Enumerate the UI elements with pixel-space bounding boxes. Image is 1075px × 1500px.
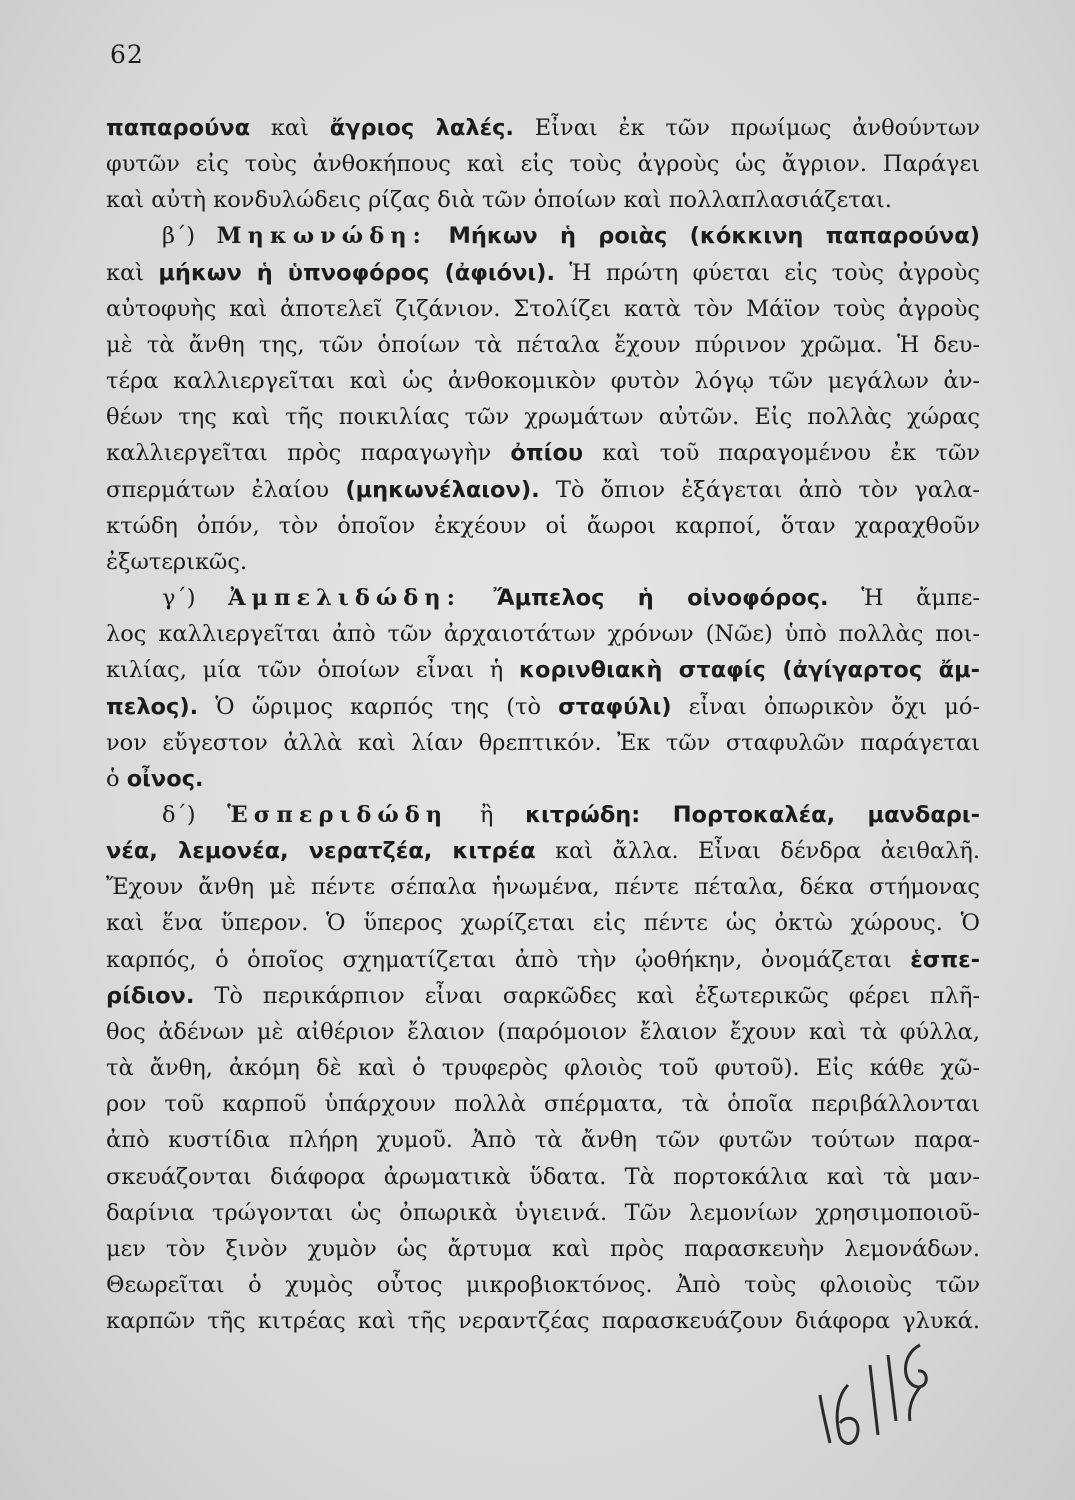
bold-term: ἑσπε- bbox=[910, 946, 980, 973]
text-span: θέων της καὶ τῆς ποικιλίας τῶν χρωμάτων αὐτῶν. Εἰς πολλὰς χώρας bbox=[106, 404, 980, 431]
text-span: Θεωρεῖται ὁ χυμὸς οὗτος μικροβιοκτόνος. Ἀπὸ τοὺς φλοιοὺς τῶν bbox=[106, 1272, 980, 1298]
text-span: εἶναι ὀπωρικὸν ὄχι μό- bbox=[671, 693, 980, 720]
text-span: δ΄) bbox=[162, 801, 228, 828]
text-line bbox=[106, 1195, 980, 1231]
bold-term: παπαρούνα bbox=[106, 115, 251, 141]
text-line bbox=[106, 725, 980, 761]
text-line bbox=[106, 1231, 980, 1267]
text-line bbox=[106, 797, 980, 833]
text-span: Τὸ ὄπιον ἐξάγεται ἀπὸ τὸν γαλα- bbox=[539, 476, 980, 503]
text-line bbox=[106, 544, 980, 580]
text-line bbox=[106, 1267, 980, 1303]
text-span: καὶ bbox=[106, 259, 159, 286]
text-span: τέρα καλλιεργεῖται καὶ ὡς ἀνθοκομικὸν φυτὸν λόγῳ τῶν μεγάλων ἀν- bbox=[106, 368, 980, 395]
text-span: Εἶναι ἐκ τῶν πρωίμως ἀνθούντων bbox=[513, 115, 980, 141]
text-span: καὶ ἕνα ὕπερον. Ὁ ὕπερος χωρίζεται εἰς πέντε ὡς ὀκτὼ χώρους. Ὁ bbox=[106, 910, 980, 937]
text-span: δαρίνια τρώγονται ὡς ὀπωρικὰ ὑγιεινά. Τῶν λεμονίων χρησιμοποιοῦ- bbox=[106, 1199, 980, 1226]
text-span: γ΄) bbox=[162, 585, 229, 612]
text-span: ἀπὸ κυστίδια πλήρη χυμοῦ. Ἀπὸ τὰ ἄνθη τῶν φυτῶν τούτων παρα- bbox=[106, 1127, 980, 1154]
spaced-heading: Μηκωνώδη: bbox=[216, 223, 427, 250]
text-line bbox=[106, 472, 980, 508]
spaced-heading: Ἑσπεριδώδη bbox=[227, 801, 449, 828]
text-line bbox=[106, 1014, 980, 1050]
text-line bbox=[106, 942, 980, 978]
text-line bbox=[106, 1159, 980, 1195]
text-line bbox=[106, 869, 980, 905]
text-span bbox=[427, 223, 449, 249]
text-span: ἢ bbox=[448, 801, 526, 828]
text-span: τὰ ἄνθη, ἀκόμη δὲ καὶ ὁ τρυφερὸς φλοιὸς τοῦ φυτοῦ). Εἰς κάθε χῶ- bbox=[106, 1055, 980, 1082]
text-line bbox=[106, 905, 980, 941]
text-span: καὶ ἄλλα. Εἶναι δένδρα ἀειθαλῆ. bbox=[535, 838, 980, 865]
bold-term: νέα, λεμονέα, νερατζέα, κιτρέα bbox=[106, 838, 536, 865]
text-line bbox=[106, 363, 980, 399]
text-line bbox=[106, 291, 980, 327]
text-span: νον εὔγεστον ἀλλὰ καὶ λίαν θρεπτικόν. Ἐκ τῶν σταφυλῶν παράγεται bbox=[106, 729, 980, 756]
spaced-heading: Ἀμπελιδώδη: bbox=[228, 585, 461, 612]
text-line bbox=[106, 978, 980, 1014]
text-span: καρπός, ὁ ὁποῖος σχηματίζεται ἀπὸ τὴν ᾠοθήκην, ὀνομάζεται bbox=[106, 946, 911, 973]
text-line bbox=[106, 255, 980, 291]
text-line bbox=[106, 1122, 980, 1158]
bold-term: Ἄμπελος ἡ οἰνοφόρος. bbox=[493, 585, 829, 612]
bold-term: (μηκωνέλαιον). bbox=[345, 476, 540, 503]
text-line bbox=[106, 833, 980, 869]
bold-term: οἶνος. bbox=[126, 765, 204, 792]
text-line bbox=[106, 616, 980, 652]
text-span: β΄) bbox=[162, 223, 217, 250]
text-span: θος ἀδένων μὲ αἰθέριον ἔλαιον (παρόμοιον ἔλαιον ἔχουν καὶ τὰ φύλλα, bbox=[106, 1018, 980, 1045]
text-span: κιλίας, μία τῶν ὁποίων εἶναι ἡ bbox=[106, 657, 520, 684]
body-text bbox=[106, 110, 980, 1339]
text-line bbox=[106, 399, 980, 435]
text-line bbox=[106, 182, 980, 218]
bold-term: ἄγριος λαλές. bbox=[329, 115, 514, 141]
text-span: καὶ τοῦ παραγομένου ἐκ τῶν bbox=[583, 440, 980, 467]
text-span: μεν τὸν ξινὸν χυμὸν ὡς ἄρτυμα καὶ πρὸς παρασκευὴν λεμονάδων. bbox=[106, 1235, 980, 1262]
text-span: καλλιεργεῖται πρὸς παραγωγὴν bbox=[106, 440, 511, 467]
text-line bbox=[106, 1050, 980, 1086]
text-span: κτώδη ὀπόν, τὸν ὁποῖον ἐκχέουν οἱ ἄωροι καρποί, ὅταν χαραχθοῦν bbox=[106, 512, 980, 539]
text-span: λος καλλιεργεῖται ἀπὸ τῶν ἀρχαιοτάτων χρόνων (Νῶε) ὑπὸ πολλὰς ποι- bbox=[106, 621, 980, 648]
text-span bbox=[461, 585, 494, 611]
text-line bbox=[106, 146, 980, 182]
text-line bbox=[106, 435, 980, 471]
bold-term: πελος). bbox=[106, 693, 199, 720]
bold-term: σταφύλι) bbox=[558, 693, 672, 720]
text-line bbox=[106, 1086, 980, 1122]
text-line bbox=[106, 218, 980, 254]
text-span: Ὁ ὥριμος καρπός της (τὸ bbox=[198, 693, 559, 720]
text-span: Ἡ ἄμπε- bbox=[828, 585, 980, 612]
text-line bbox=[106, 508, 980, 544]
text-span: καρπῶν τῆς κιτρέας καὶ τῆς νεραντζέας παρασκευάζουν διάφορα γλυκά. bbox=[106, 1308, 980, 1335]
bold-term: ρίδιον. bbox=[106, 982, 195, 1009]
bold-term: Μήκων ἡ ροιὰς (κόκκινη παπαρούνα) bbox=[448, 223, 980, 250]
text-span: σπερμάτων ἐλαίου bbox=[106, 476, 346, 503]
text-span: αὐτοφυὴς καὶ ἀποτελεῖ ζιζάνιον. Στολίζει κατὰ τὸν Μάϊον τοὺς ἀγροὺς bbox=[106, 295, 980, 322]
text-line bbox=[106, 327, 980, 363]
text-span: φυτῶν εἰς τοὺς ἀνθοκήπους καὶ εἰς τοὺς ἀγροὺς ὡς ἄγριον. Παράγει bbox=[106, 151, 980, 178]
text-span: μὲ τὰ ἄνθη της, τῶν ὁποίων τὰ πέταλα ἔχουν πύρινον χρῶμα. Ἡ δευ- bbox=[106, 331, 980, 358]
text-span: ὁ bbox=[106, 765, 127, 792]
bold-term: μήκων ἡ ὑπνοφόρος (ἀφιόνι). bbox=[158, 259, 555, 286]
text-span: Ἡ πρώτη φύεται εἰς τοὺς ἀγροὺς bbox=[555, 259, 980, 286]
page-number: 62 bbox=[110, 40, 144, 69]
text-span: Τὸ περικάρπιον εἶναι σαρκῶδες καὶ ἐξωτερικῶς φέρει πλῆ- bbox=[194, 982, 980, 1009]
text-line bbox=[106, 761, 980, 797]
text-line bbox=[106, 580, 980, 616]
text-span: ρον τοῦ καρποῦ ὑπάρχουν πολλὰ σπέρματα, τὰ ὁποῖα περιβάλλονται bbox=[106, 1091, 980, 1118]
bold-term: κιτρώδη: Πορτοκαλέα, μανδαρι- bbox=[525, 801, 980, 828]
text-line bbox=[106, 110, 980, 146]
text-span: σκευάζονται διάφορα ἀρωματικὰ ὕδατα. Τὰ πορτοκάλια καὶ τὰ μαν- bbox=[106, 1163, 980, 1190]
text-span: Ἔχουν ἄνθη μὲ πέντε σέπαλα ἡνωμένα, πέντε πέταλα, δέκα στήμονας bbox=[106, 874, 980, 901]
text-line bbox=[106, 652, 980, 688]
text-span: ἐξωτερικῶς. bbox=[106, 548, 248, 575]
bold-term: ὀπίου bbox=[510, 440, 584, 467]
text-line bbox=[106, 689, 980, 725]
handwritten-signature bbox=[800, 1325, 960, 1475]
text-span: καὶ αὐτὴ κονδυλώδεις ρίζας διὰ τῶν ὁποίων καὶ πολλαπλασιάζεται. bbox=[106, 187, 892, 214]
text-span: καὶ bbox=[250, 115, 330, 141]
bold-term: κορινθιακὴ σταφίς (ἀγίγαρτος ἄμ- bbox=[519, 657, 980, 684]
